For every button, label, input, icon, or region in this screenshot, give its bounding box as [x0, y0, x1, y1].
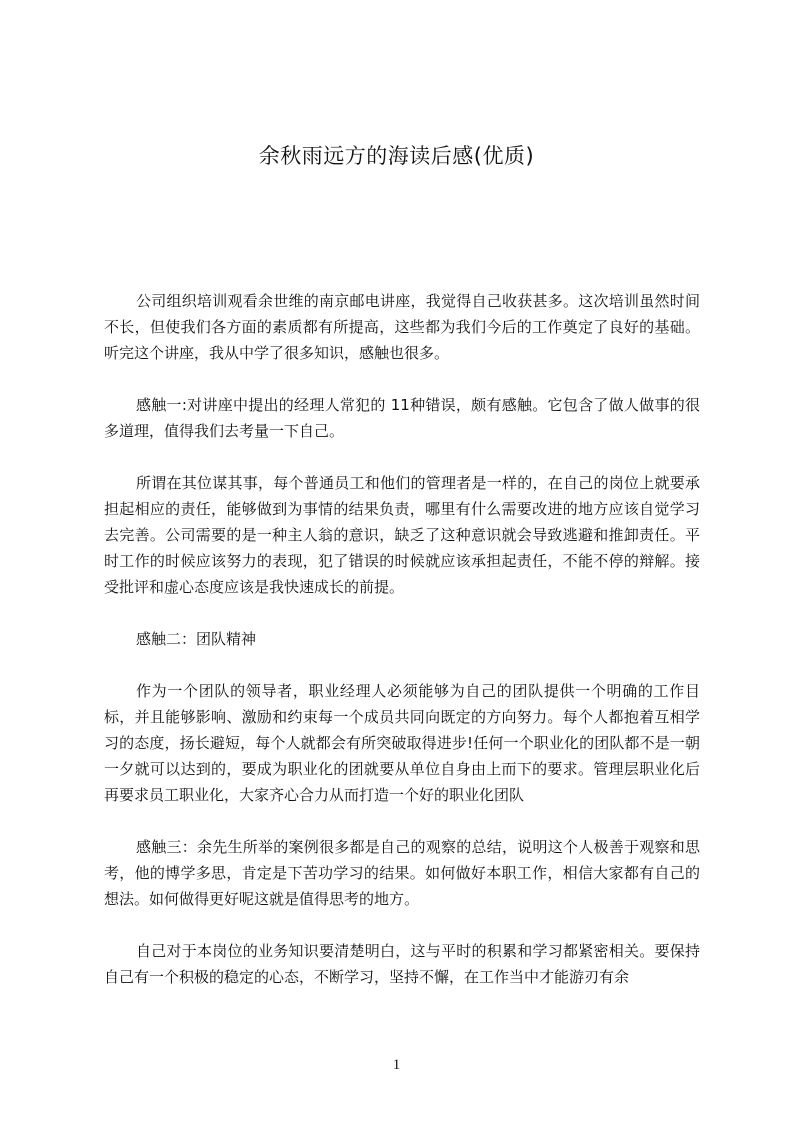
- document-body: [104, 288, 700, 1016]
- paragraph-intro: 公司组织培训观看余世维的南京邮电讲座，我觉得自己收获甚多。这次培训虽然时间不长，但使我们各方面的素质都有所提高，这些都为我们今后的工作奠定了良好的基础。听完这个讲座，我从中学了很多知识，感触也很多。: [104, 292, 700, 362]
- paragraph-job-knowledge: 自己对于本岗位的业务知识要清楚明白，这与平时的积累和学习都紧密相关。要保持自己有一个积极的稳定的心态，不断学习，坚持不懈，在工作当中才能游刃有余: [104, 942, 700, 986]
- paragraph-responsibility: 所谓在其位谋其事，每个普通员工和他们的管理者是一样的，在自己的岗位上就要承担起相应的责任，能够做到为事情的结果负责，哪里有什么需要改进的地方应该自觉学习去完善。公司需要的是一种主人翁的意识，缺乏了这种意识就会导致逃避和推卸责任。平时工作的时候应该努力的表现，犯了错误的时候就应该承担起责任，不能不停的辩解。接受批评和虚心态度应该是我快速成长的前提。: [104, 474, 700, 596]
- paragraph-insight-two-heading: 感触二：团队精神: [136, 630, 257, 648]
- document-title: 余秋雨远方的海读后感(优质): [258, 144, 535, 168]
- paragraph-insight-three: 感触三：余先生所举的案例很多都是自己的观察的总结，说明这个人极善于观察和思考，他的博学多思，肯定是下苦功学习的结果。如何做好本职工作，相信大家都有自己的想法。如何做得更好呢这就是值得思考的地方。: [104, 838, 700, 908]
- paragraph-team-spirit: 作为一个团队的领导者，职业经理人必须能够为自己的团队提供一个明确的工作目标，并且能够影响、激励和约束每一个成员共同向既定的方向努力。每个人都抱着互相学习的态度，扬长避短，每个人就都会有所突破取得进步!任何一个职业化的团队都不是一朝一夕就可以达到的，要成为职业化的团就要从单位自身由上而下的要求。管理层职业化后再要求员工职业化，大家齐心合力从而打造一个好的职业化团队: [104, 682, 700, 804]
- paragraph-insight-one: 感触一:对讲座中提出的经理人常犯的 11种错误，颇有感触。它包含了做人做事的很多道理，值得我们去考量一下自己。: [104, 396, 700, 440]
- page-number: 1: [392, 1057, 401, 1073]
